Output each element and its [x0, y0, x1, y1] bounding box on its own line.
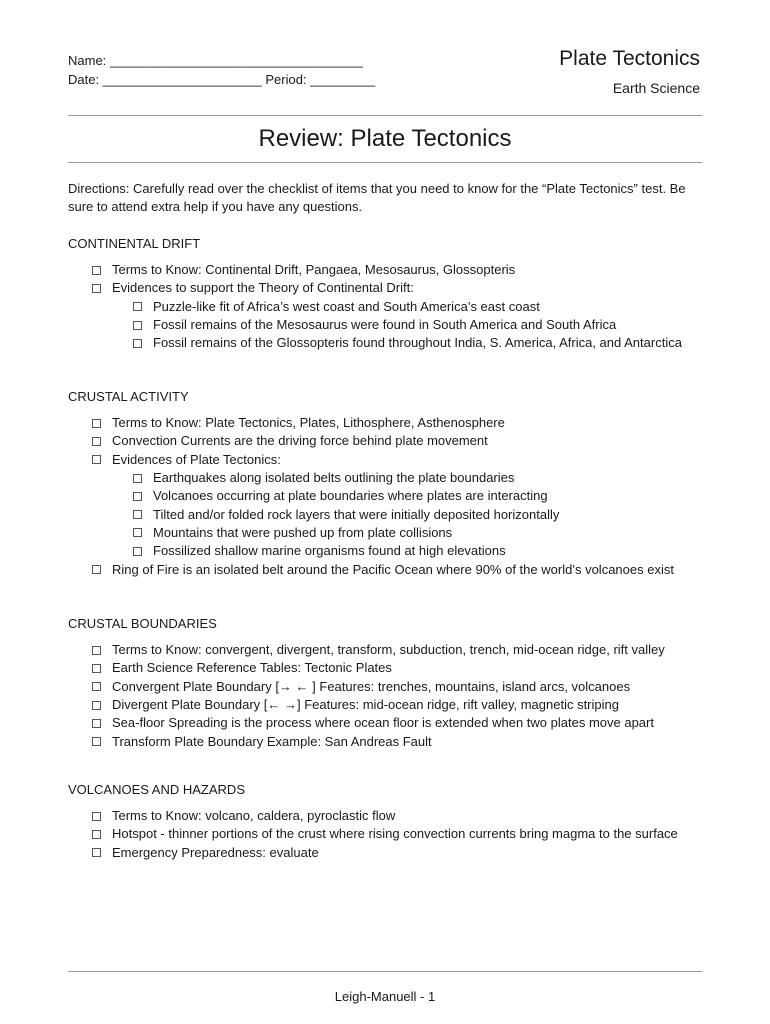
checkbox[interactable]: [133, 302, 142, 311]
checkbox[interactable]: [92, 419, 101, 428]
checklist-subitem: [68, 298, 718, 316]
checklist: [68, 807, 718, 862]
item-text: Hotspot - thinner portions of the crust where rising convection currents bring magma to the surface: [112, 826, 678, 842]
checkbox[interactable]: [92, 737, 101, 746]
item-text: Fossil remains of the Glossopteris found throughout India, S. America, Africa, and Antarctica: [153, 335, 682, 351]
item-text: Divergent Plate Boundary [← →] Features: mid-ocean ridge, rift valley, magnetic striping: [112, 697, 619, 713]
item-text: Mountains that were pushed up from plate collisions: [153, 524, 453, 540]
checklist-item: [68, 659, 718, 677]
item-text: Convection Currents are the driving force behind plate movement: [112, 433, 488, 449]
checklist-item: [68, 825, 718, 843]
section-heading: CRUSTAL ACTIVITY: [68, 389, 189, 404]
item-text: Puzzle-like fit of Africa’s west coast and South America’s east coast: [153, 298, 540, 314]
section-continental-drift: [68, 235, 718, 352]
item-text: Emergency Preparedness: evaluate: [112, 844, 319, 860]
checklist-subitem: [68, 334, 718, 352]
checkbox[interactable]: [92, 848, 101, 857]
checkbox[interactable]: [133, 492, 142, 501]
checklist-item: [68, 696, 718, 714]
item-text: Ring of Fire is an isolated belt around the Pacific Ocean where 90% of the world’s volcanoes exist: [112, 561, 674, 577]
checkbox[interactable]: [92, 719, 101, 728]
checklist-subitem: [68, 542, 718, 560]
item-text: Fossilized shallow marine organisms found at high elevations: [153, 543, 506, 559]
checklist-subitem: [68, 316, 718, 334]
checklist-item: [68, 414, 718, 432]
directions-label: Directions:: [68, 181, 130, 196]
item-text: Terms to Know: convergent, divergent, transform, subduction, trench, mid-ocean ridge, rift valley: [112, 642, 665, 658]
header-subject: [559, 46, 700, 96]
checkbox[interactable]: [133, 547, 142, 556]
checklist-item: [68, 641, 718, 659]
section-crustal-boundaries: [68, 615, 718, 751]
checklist-item: [68, 714, 718, 732]
directions: [68, 180, 708, 216]
section-volcanoes-hazards: [68, 781, 718, 862]
checklist-subitem: [68, 524, 718, 542]
course-name: Earth Science: [612, 80, 700, 96]
section-heading: CONTINENTAL DRIFT: [68, 236, 201, 251]
item-text: Evidences of Plate Tectonics:: [112, 451, 281, 467]
page-footer: Leigh-Manuell - 1: [334, 989, 436, 1004]
subject-title: Plate Tectonics: [559, 47, 700, 70]
checkbox[interactable]: [92, 664, 101, 673]
checkbox[interactable]: [133, 339, 142, 348]
section-crustal-activity: [68, 388, 718, 579]
date-period-line: Date: ______________________ Period: _________: [68, 72, 376, 87]
name-line: Name: ___________________________________: [68, 53, 363, 68]
checkbox[interactable]: [92, 646, 101, 655]
student-info: [68, 51, 375, 89]
item-text: Terms to Know: Plate Tectonics, Plates, Lithosphere, Asthenosphere: [112, 415, 505, 431]
checkbox[interactable]: [92, 266, 101, 275]
item-text: Sea-floor Spreading is the process where ocean floor is extended when two plates move apart: [112, 715, 654, 731]
checkbox[interactable]: [133, 321, 142, 330]
checklist: [68, 261, 718, 352]
checklist-item: [68, 844, 718, 862]
checklist-item: [68, 807, 718, 825]
checklist: [68, 414, 718, 579]
checkbox[interactable]: [92, 701, 101, 710]
item-text: Tilted and/or folded rock layers that were initially deposited horizontally: [153, 506, 560, 522]
checklist-item: [68, 279, 718, 297]
top-divider: [68, 115, 702, 116]
title-divider: [68, 162, 702, 163]
item-text: Transform Plate Boundary Example: San Andreas Fault: [112, 733, 432, 749]
checklist-item: [68, 261, 718, 279]
checklist-subitem: [68, 505, 718, 523]
item-text: Fossil remains of the Mesosaurus were found in South America and South Africa: [153, 317, 617, 333]
checkbox[interactable]: [133, 474, 142, 483]
checklist-item: [68, 560, 718, 578]
item-text: Convergent Plate Boundary [→ ← ] Features: trenches, mountains, island arcs, volcanoes: [112, 678, 631, 694]
item-text: Earthquakes along isolated belts outlining the plate boundaries: [153, 470, 515, 486]
item-text: Earth Science Reference Tables: Tectonic Plates: [112, 660, 392, 676]
checklist-item: [68, 678, 718, 696]
checkbox[interactable]: [92, 284, 101, 293]
checklist: [68, 641, 718, 751]
item-text: Volcanoes occurring at plate boundaries where plates are interacting: [153, 488, 548, 504]
checkbox[interactable]: [92, 437, 101, 446]
checklist-item: [68, 732, 718, 750]
checklist-subitem: [68, 469, 718, 487]
section-heading: CRUSTAL BOUNDARIES: [68, 616, 217, 631]
directions-text: Carefully read over the checklist of items that you need to know for the “Plate Tectonics” test. Be sure to attend extra help if you have any questions.: [68, 181, 686, 214]
checklist-item: [68, 432, 718, 450]
checkbox[interactable]: [92, 830, 101, 839]
footer-divider: [68, 971, 702, 972]
checkbox[interactable]: [92, 812, 101, 821]
checklist-item: [68, 451, 718, 469]
section-heading: VOLCANOES AND HAZARDS: [68, 782, 245, 797]
checklist-subitem: [68, 487, 718, 505]
checkbox[interactable]: [133, 510, 142, 519]
page-title: Review: Plate Tectonics: [258, 125, 512, 152]
checkbox[interactable]: [92, 682, 101, 691]
checkbox[interactable]: [92, 455, 101, 464]
item-text: Evidences to support the Theory of Continental Drift:: [112, 280, 414, 296]
checkbox[interactable]: [92, 565, 101, 574]
checkbox[interactable]: [133, 528, 142, 537]
item-text: Terms to Know: Continental Drift, Pangaea, Mesosaurus, Glossopteris: [112, 262, 516, 278]
item-text: Terms to Know: volcano, caldera, pyroclastic flow: [112, 808, 396, 824]
